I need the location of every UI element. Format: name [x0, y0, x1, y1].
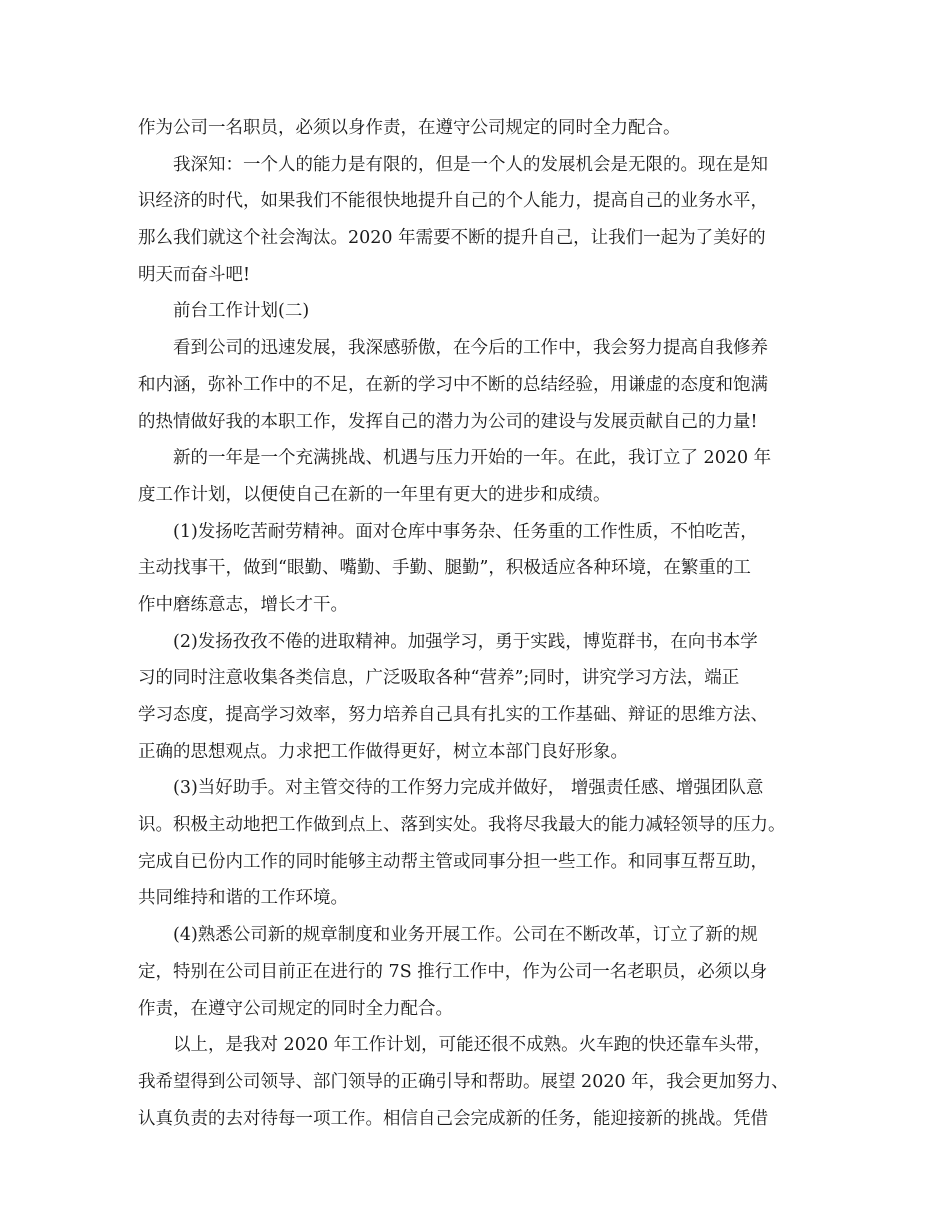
text-line: 前台工作计划(二) [173, 301, 310, 322]
text-line: 识。积极主动地把工作做到点上、落到实处。我将尽我最大的能力减轻领导的压力。 [138, 815, 786, 836]
text-line: (3)当好助手。对主管交待的工作努力完成并做好， 增强责任感、增强团队意 [173, 778, 764, 799]
text-line: 以上，是我对 2020 年工作计划，可能还很不成熟。火车跑的快还靠车头带， [173, 1035, 772, 1056]
text-line: 我希望得到公司领导、部门领导的正确引导和帮助。展望 2020 年，我会更加努力、 [138, 1071, 789, 1092]
text-line: 度工作计划，以便使自己在新的一年里有更大的进步和成绩。 [138, 484, 611, 505]
text-line: 和内涵，弥补工作中的不足，在新的学习中不断的总结经验，用谦虚的态度和饱满 [138, 374, 768, 395]
text-line: 我深知：一个人的能力是有限的，但是一个人的发展机会是无限的。现在是知 [173, 154, 768, 175]
text-line: 共同维持和谐的工作环境。 [138, 888, 348, 909]
text-line: 作责，在遵守公司规定的同时全力配合。 [138, 998, 453, 1019]
text-line: (2)发扬孜孜不倦的进取精神。加强学习，勇于实践，博览群书，在向书本学 [173, 631, 758, 652]
text-line: 新的一年是一个充满挑战、机遇与压力开始的一年。在此，我订立了 2020 年 [173, 448, 772, 469]
text-line: 正确的思想观点。力求把工作做得更好，树立本部门良好形象。 [138, 741, 628, 762]
text-line: 作中磨练意志，增长才干。 [138, 594, 348, 615]
text-line: (4)熟悉公司新的规章制度和业务开展工作。公司在不断改革，订立了新的规 [173, 925, 758, 946]
text-line: 习的同时注意收集各类信息，广泛吸取各种“营养”;同时，讲究学习方法，端正 [138, 668, 740, 689]
text-line: 认真负责的去对待每一项工作。相信自己会完成新的任务，能迎接新的挑战。凭借 [138, 1108, 768, 1129]
text-line: 学习态度，提高学习效率，努力培养自己具有扎实的工作基础、辩证的思维方法、 [138, 705, 768, 725]
text-line: 明天而奋斗吧! [138, 264, 251, 285]
text-line: 定，特别在公司目前正在进行的 7S 推行工作中，作为公司一名老职员，必须以身 [138, 961, 768, 982]
text-line: 作为公司一名职员，必须以身作责，在遵守公司规定的同时全力配合。 [138, 118, 681, 138]
text-line: 识经济的时代，如果我们不能很快地提升自己的个人能力，提高自己的业务水平， [138, 191, 768, 212]
text-line: 看到公司的迅速发展，我深感骄傲，在今后的工作中，我会努力提高自我修养 [173, 338, 768, 359]
text-line: 主动找事干，做到“眼勤、嘴勤、手勤、腿勤”，积极适应各种环境，在繁重的工 [138, 558, 751, 579]
text-line: (1)发扬吃苦耐劳精神。面对仓库中事务杂、任务重的工作性质，不怕吃苦， [173, 521, 758, 542]
document-body [138, 110, 818, 1137]
text-line: 的热情做好我的本职工作，发挥自己的潜力为公司的建设与发展贡献自己的力量! [138, 411, 758, 432]
text-line: 完成自已份内工作的同时能够主动帮主管或同事分担一些工作。和同事互帮互助， [138, 851, 768, 872]
text-line: 那么我们就这个社会淘汰。2020 年需要不断的提升自己，让我们一起为了美好的 [138, 228, 766, 249]
